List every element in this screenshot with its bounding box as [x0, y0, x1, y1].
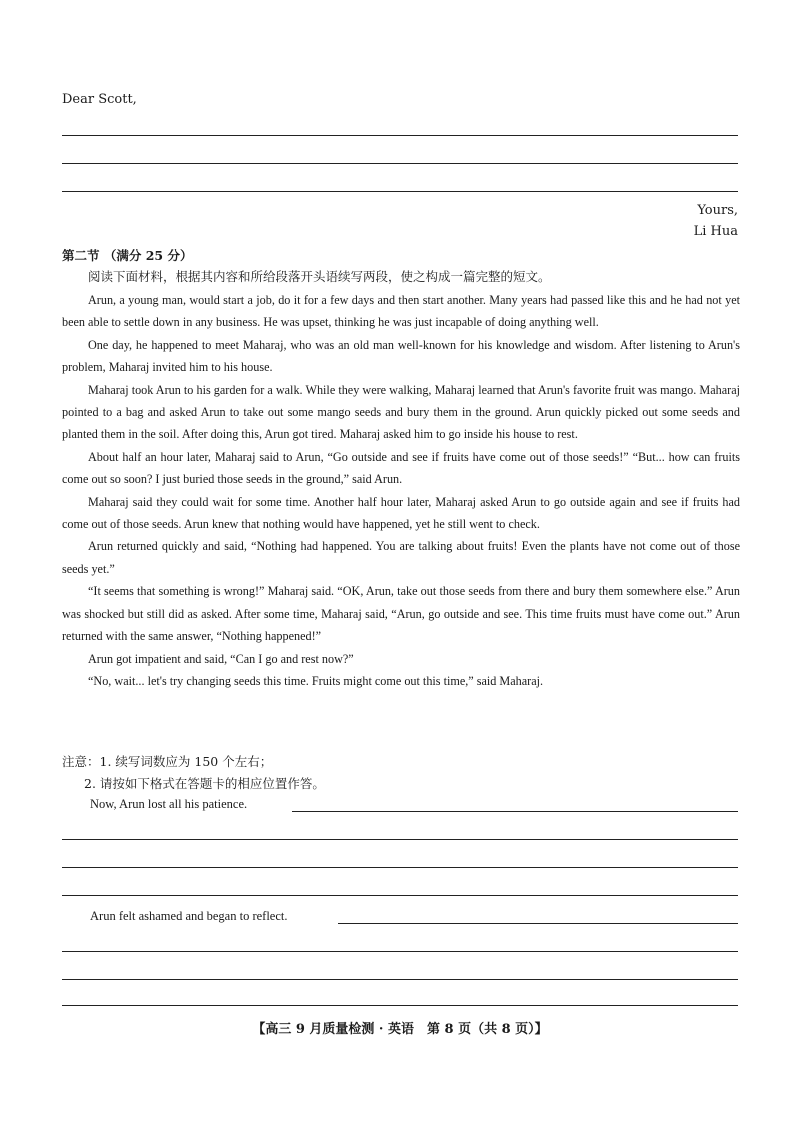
- writing-line: [62, 191, 738, 192]
- note-1: 注意：1. 续写词数应为 150 个左右；: [62, 754, 273, 769]
- letter-greeting: Dear Scott,: [62, 92, 137, 107]
- story-paragraph: Arun, a young man, would start a job, do it for a few days and then start another. Many years had passed like this and he had not yet been able to settle down in any business. He was upset, thinking he was just incapable of doing anything well.: [62, 293, 740, 330]
- story-paragraph: One day, he happened to meet Maharaj, who was an old man well-known for his knowledge and wisdom. After listening to Arun's problem, Maharaj invited him to his house.: [62, 337, 740, 375]
- writing-line: [62, 895, 738, 896]
- story-paragraph: Maharaj said they could wait for some time. Another half hour later, Maharaj asked Arun to go outside again and see if fruits had come out of those seeds. Arun knew that nothing would have happened, yet he still went to check.: [62, 494, 740, 532]
- story-text: [62, 289, 740, 692]
- writing-line: [62, 163, 738, 164]
- writing-line: [62, 135, 738, 136]
- writing-line: [292, 811, 738, 812]
- section-instruction: 阅读下面材料，根据其内容和所给段落开头语续写两段，使之构成一篇完整的短文。: [88, 269, 551, 284]
- page-footer: 【高三 9 月质量检测 · 英语 第 8 页（共 8 页）】: [252, 1022, 548, 1037]
- notes: [62, 751, 325, 795]
- story-paragraph: Arun got impatient and said, “Can I go and rest now?”: [88, 651, 354, 666]
- story-paragraph: “No, wait... let's try changing seeds this time. Fruits might come out this time,” said Maharaj.: [88, 673, 544, 688]
- story-paragraph: About half an hour later, Maharaj said to Arun, “Go outside and see if fruits have come out of those seeds!” “But... how can fruits come out so soon? I just buried those seeds in the ground,” said Arun.: [62, 449, 740, 487]
- continuation-para1-start: Now, Arun lost all his patience.: [90, 797, 248, 811]
- writing-line: [62, 867, 738, 868]
- story-paragraph: Maharaj took Arun to his garden for a walk. While they were walking, Maharaj learned that Arun's favorite fruit was mango. Maharaj pointed to a bag and asked Arun to take out some mango seeds and bury them in the ground. Arun quickly picked out some seeds and planted them in the soil. After doing this, Arun got tired. Maharaj asked him to go inside his house to rest.: [62, 382, 740, 442]
- writing-line: [62, 1005, 738, 1006]
- writing-line: [62, 839, 738, 840]
- writing-line: [62, 979, 738, 980]
- story-paragraph: Arun returned quickly and said, “Nothing had happened. You are talking about fruits! Even the plants have not come out of those seeds yet.”: [62, 539, 740, 576]
- letter-signature: Li Hua: [693, 224, 738, 239]
- letter-closing: Yours,: [697, 203, 738, 218]
- writing-line: [338, 923, 738, 924]
- section-heading: 第二节 （满分 25 分）: [62, 248, 193, 263]
- note-2: 2. 请按如下格式在答题卡的相应位置作答。: [84, 776, 325, 791]
- writing-line: [62, 951, 738, 952]
- story-paragraph: “It seems that something is wrong!” Maharaj said. “OK, Arun, take out those seeds from there and bury them somewhere else.” Arun was shocked but still did as asked. After some time, Maharaj said, “Arun, go outside and see. This time fruits must have come out.” Arun returned with the same answer, “Nothing happened!”: [62, 584, 740, 644]
- continuation-para2-start: Arun felt ashamed and began to reflect.: [90, 909, 288, 923]
